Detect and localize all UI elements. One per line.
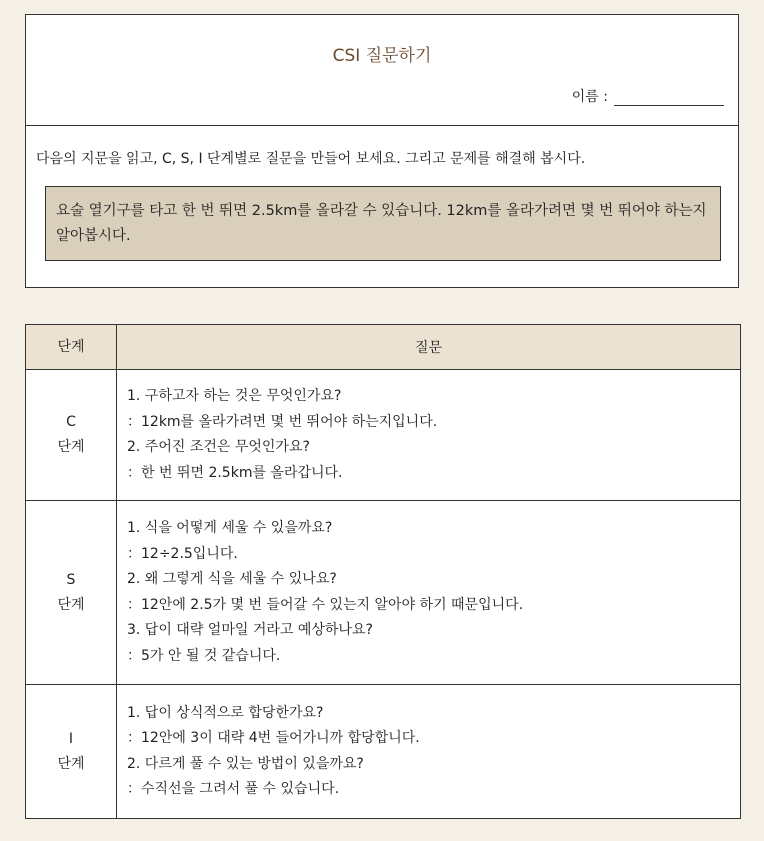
question-line: 2. 왜 그렇게 식을 세울 수 있나요? <box>127 571 337 587</box>
question-cell-i <box>117 685 741 819</box>
question-cell-s <box>117 501 741 685</box>
answer-line: ：한 번 뛰면 2.5km를 올라갑니다. <box>127 464 343 481</box>
csi-table <box>25 324 741 819</box>
question-line: 3. 답이 대략 얼마일 거라고 예상하나요? <box>127 622 373 638</box>
step-label-i <box>26 685 117 819</box>
table-row-s <box>26 501 741 685</box>
step-letter: S <box>66 571 76 588</box>
table-header-row <box>26 325 741 370</box>
question-line: 1. 구하고자 하는 것은 무엇인가요? <box>127 388 342 404</box>
answer-line: ：5가 안 될 것 같습니다. <box>127 647 281 664</box>
answer-line: ：12안에 2.5가 몇 번 들어갈 수 있는지 알아야 하기 때문입니다. <box>127 596 524 613</box>
header-step: 단계 <box>26 325 117 370</box>
worksheet-title: CSI 질문하기 <box>332 46 432 66</box>
problem-box <box>45 186 721 261</box>
table-row-i <box>26 685 741 819</box>
step-label-s <box>26 501 117 685</box>
question-cell-c <box>117 370 741 501</box>
instruction-text: 다음의 지문을 읽고, C, S, I 단계별로 질문을 만들어 보세요. 그리고 문제를 해결해 봅시다. <box>36 151 586 167</box>
name-field <box>572 86 724 106</box>
step-word: 단계 <box>57 596 85 613</box>
question-line: 2. 다르게 풀 수 있는 방법이 있을까요? <box>127 755 364 772</box>
step-letter: I <box>68 730 74 747</box>
step-word: 단계 <box>57 439 85 455</box>
question-line: 1. 답이 상식적으로 합당한가요? <box>127 704 324 721</box>
name-label: 이름 : <box>571 89 608 105</box>
worksheet-card <box>25 14 739 288</box>
step-label-c <box>26 370 117 501</box>
answer-line: ：12안에 3이 대략 4번 들어가니까 합당합니다. <box>127 730 420 746</box>
header-divider <box>26 125 738 126</box>
question-line: 1. 식을 어떻게 세울 수 있을까요? <box>127 520 333 536</box>
question-line: 2. 주어진 조건은 무엇인가요? <box>127 439 310 455</box>
answer-line: ：12km를 올라가려면 몇 번 뛰어야 하는지입니다. <box>127 413 438 430</box>
answer-line: ：12÷2.5입니다. <box>127 545 238 562</box>
step-letter: C <box>66 414 76 430</box>
answer-line: ：수직선을 그려서 풀 수 있습니다. <box>127 781 340 797</box>
name-blank-line <box>614 89 724 106</box>
problem-text: 요술 열기구를 타고 한 번 뛰면 2.5km를 올라갈 수 있습니다. 12km를 올라가려면 몇 번 뛰어야 하는지 알아봅시다. <box>56 203 707 244</box>
step-word: 단계 <box>57 755 85 772</box>
table-row-c <box>26 370 741 501</box>
header-question: 질문 <box>117 325 741 370</box>
